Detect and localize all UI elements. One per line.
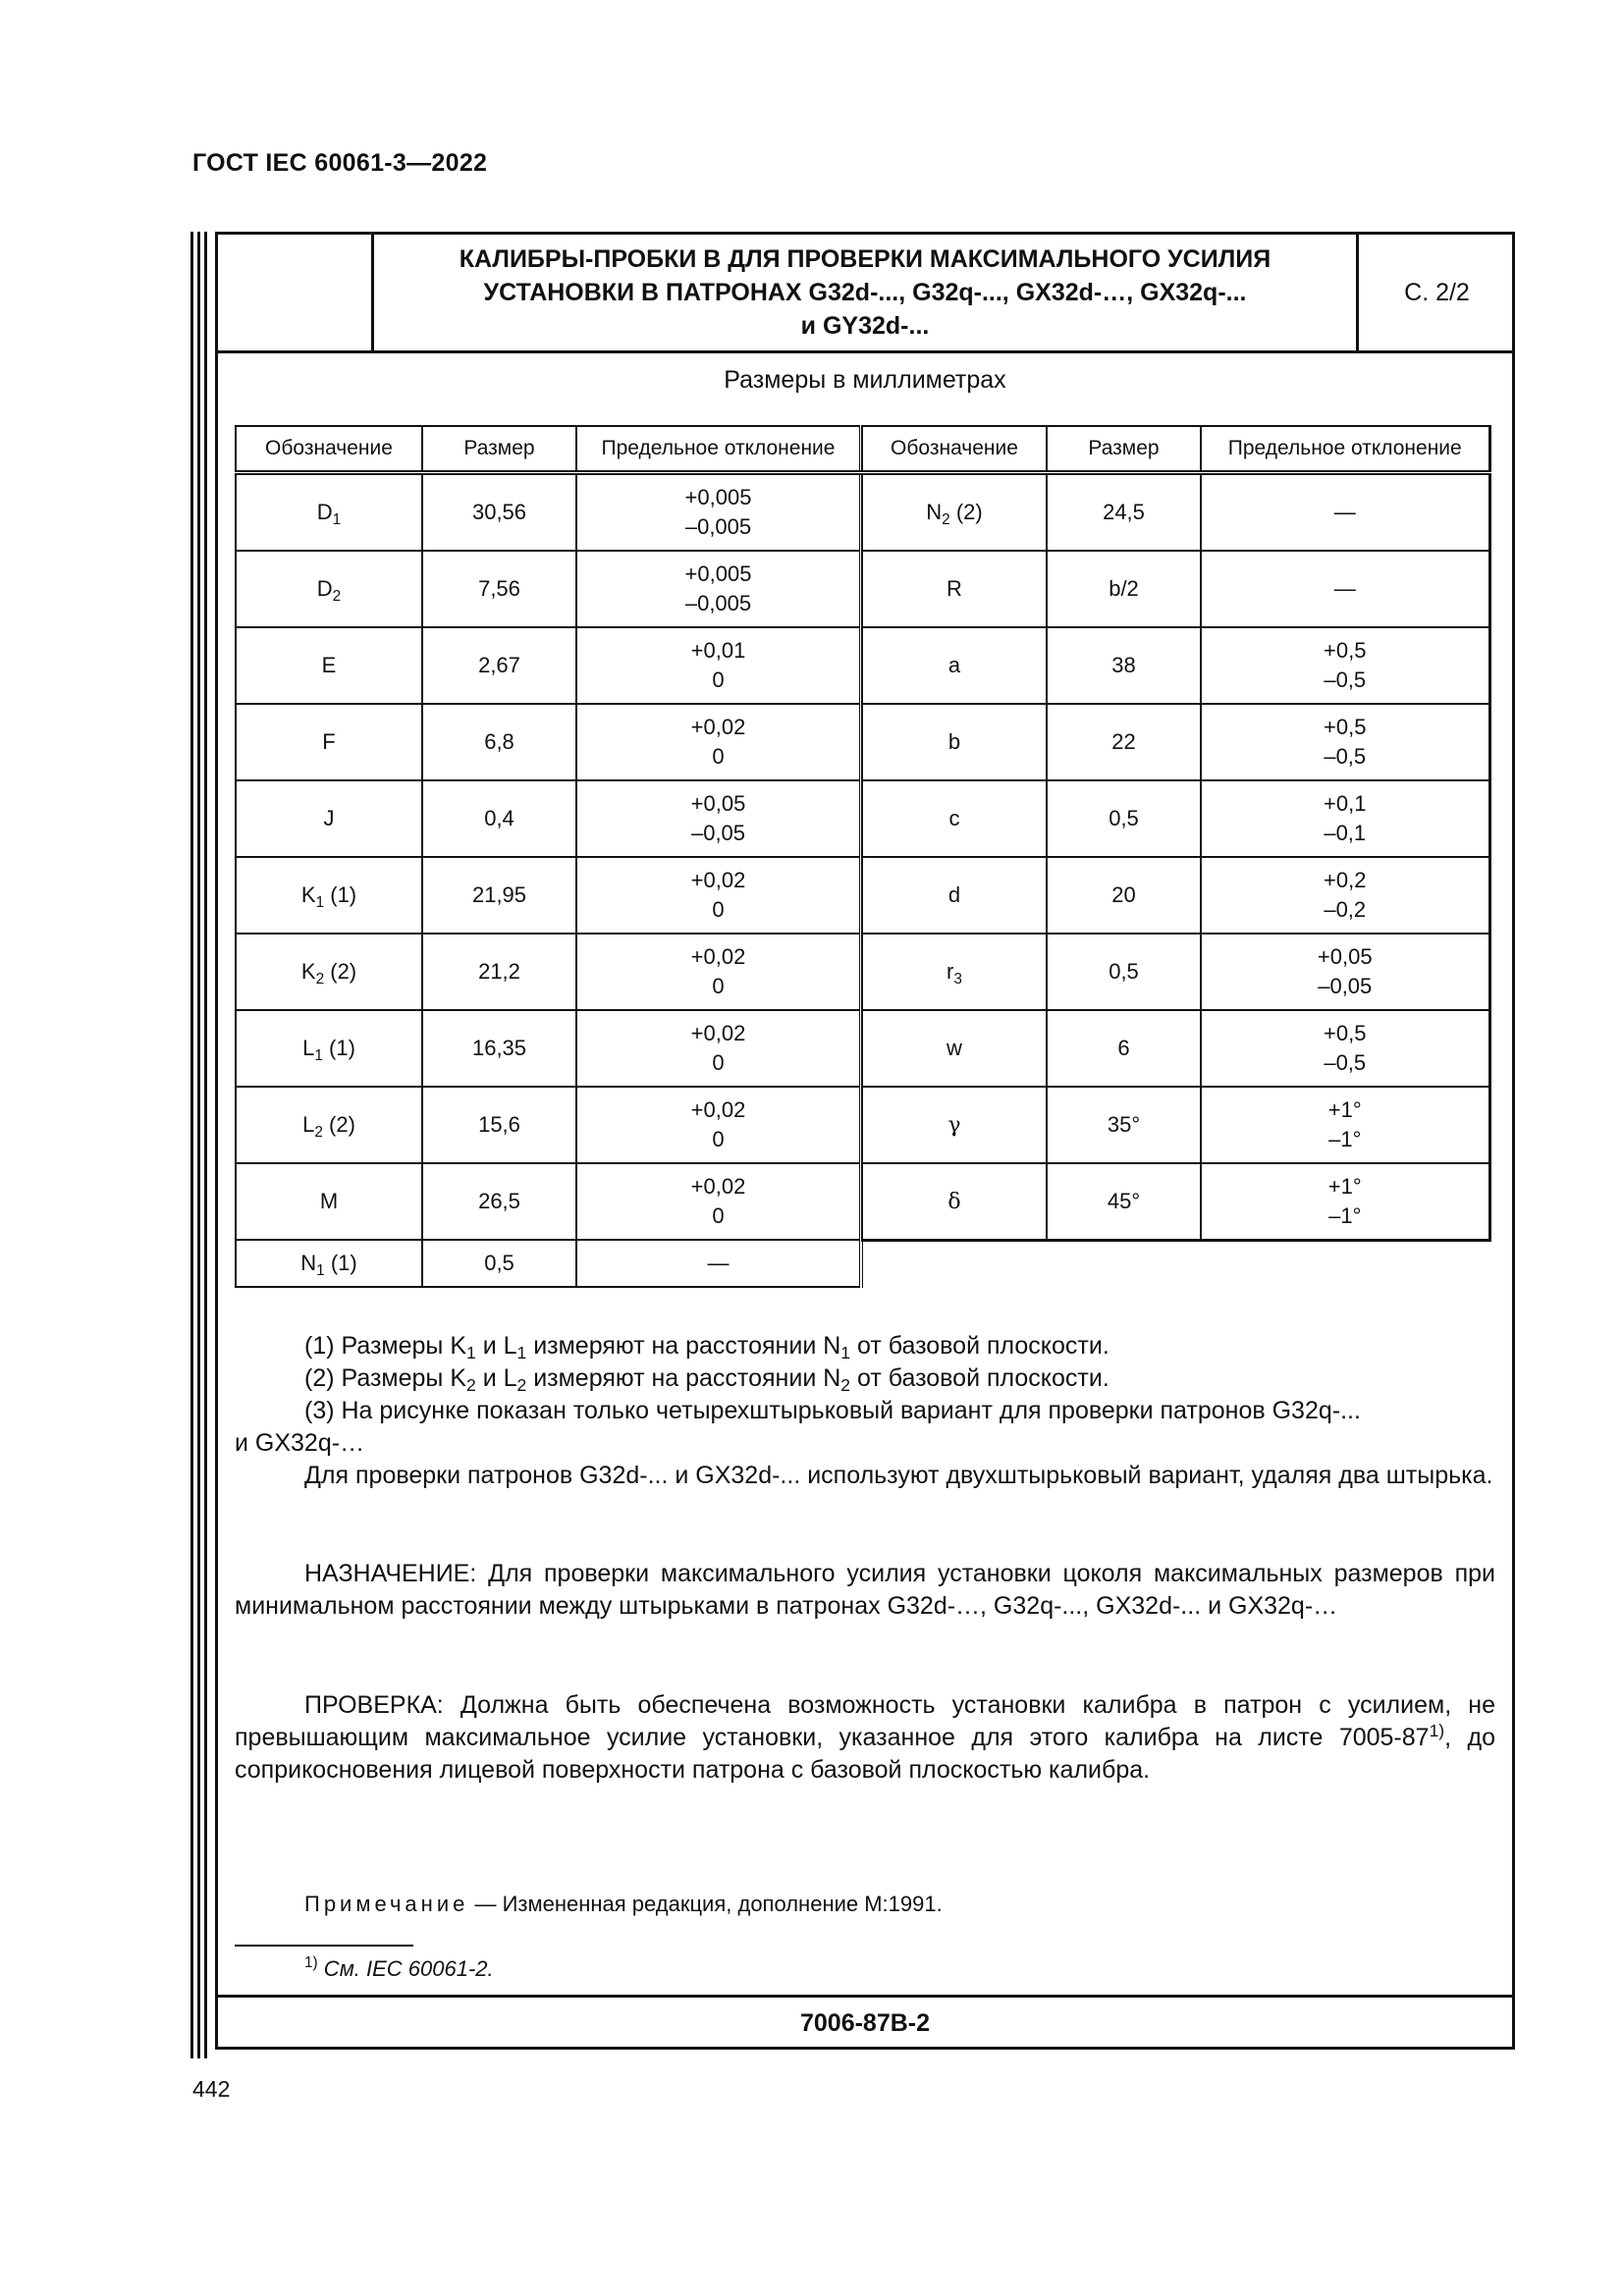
table-row	[236, 1087, 861, 1163]
size-cell: 6,8	[422, 704, 576, 780]
tolerance-cell: +1° –1°	[1201, 1163, 1489, 1241]
tolerance-cell: +0,02 0	[576, 857, 861, 934]
purpose-paragraph: НАЗНАЧЕНИЕ: Для проверки максимального усилия установки цоколя максимальных размеров при минимальном расстоянии между штырьками в патронах G32d-…, G32q-..., GX32d-... и GX32q-…	[235, 1560, 1495, 1620]
table-row	[236, 1163, 861, 1240]
tolerance-cell: +0,05 –0,05	[576, 780, 861, 857]
page-number: 442	[192, 2076, 231, 2102]
tolerance-cell: +0,5 –0,5	[1201, 627, 1489, 704]
table-row	[236, 857, 861, 934]
column-header-size: Размер	[1047, 426, 1201, 473]
tolerance-cell: —	[1201, 551, 1489, 627]
tolerance-cell: +0,01 0	[576, 627, 861, 704]
column-header-size: Размер	[422, 426, 576, 473]
tolerance-cell: +1° –1°	[1201, 1087, 1489, 1163]
sheet-title	[374, 235, 1356, 350]
tolerance-cell: +0,02 0	[576, 934, 861, 1010]
size-cell: 2,67	[422, 627, 576, 704]
size-cell: 22	[1047, 704, 1201, 780]
designation-cell: E	[236, 627, 422, 704]
note-1: (1) Размеры $K_1$ и $L_1$ измеряют на расстоянии $N_1$ от базовой плоскости.	[304, 1332, 1109, 1362]
sheet-title-line: УСТАНОВКИ В ПАТРОНАХ G32d-..., G32q-..., GX32d-…, GX32q-...	[483, 279, 1247, 306]
footnote-rule	[235, 1945, 413, 1947]
tolerance-cell: +0,05 –0,05	[1201, 934, 1489, 1010]
designation-cell: $r_3$	[862, 934, 1047, 1010]
document-code: ГОСТ IEC 60061-3—2022	[192, 149, 488, 177]
designation-cell: γ	[862, 1087, 1047, 1163]
sheet-number: 7006-87В-2	[218, 1995, 1512, 2050]
tolerance-cell: +0,02 0	[576, 1010, 861, 1087]
check-paragraph: ПРОВЕРКА: Должна быть обеспечена возможность установки калибра в патрон с усилием, не превышающим максимальное усилие установки, указанное для этого калибра на листе 7005-87$^{1)}$, до соприкосновения лицевой поверхности патрона с базовой плоскостью калибра.	[235, 1691, 1495, 1784]
header-blank-cell	[218, 235, 374, 350]
designation-cell: $D_2$	[236, 551, 422, 627]
remark-label: Примечание	[304, 1892, 469, 1916]
size-cell: 38	[1047, 627, 1201, 704]
column-header-tolerance: Предельное отклонение	[1201, 426, 1489, 473]
sheet-title-line: и GY32d-...	[800, 312, 930, 340]
size-cell: 16,35	[422, 1010, 576, 1087]
designation-cell: c	[862, 780, 1047, 857]
designation-cell: a	[862, 627, 1047, 704]
size-cell: 45°	[1047, 1163, 1201, 1241]
size-cell: 0,4	[422, 780, 576, 857]
designation-cell: δ	[862, 1163, 1047, 1241]
table-row	[236, 473, 861, 552]
binding-line	[197, 232, 200, 2058]
size-cell: 20	[1047, 857, 1201, 934]
table-row	[236, 627, 861, 704]
designation-cell: $N_2$ (2)	[862, 473, 1047, 552]
designation-cell: M	[236, 1163, 422, 1240]
designation-cell: w	[862, 1010, 1047, 1087]
table-row	[862, 934, 1489, 1010]
sheet-header	[218, 235, 1512, 353]
dimensions-table-left	[235, 425, 863, 1288]
tolerance-cell: +0,5 –0,5	[1201, 1010, 1489, 1087]
binding-line	[204, 232, 207, 2058]
table-row	[862, 1087, 1489, 1163]
note-3: (3) На рисунке показан только четырехштырьковый вариант для проверки патронов G32q-...	[304, 1397, 1361, 1424]
table-notes	[235, 1330, 1495, 1492]
size-cell: 30,56	[422, 473, 576, 552]
tolerance-cell: +0,1 –0,1	[1201, 780, 1489, 857]
designation-cell: J	[236, 780, 422, 857]
designation-cell: $L_2$ (2)	[236, 1087, 422, 1163]
table-row	[236, 704, 861, 780]
column-header-designation: Обозначение	[862, 426, 1047, 473]
table-row	[862, 780, 1489, 857]
tolerance-cell: +0,02 0	[576, 1087, 861, 1163]
size-cell: 15,6	[422, 1087, 576, 1163]
designation-cell: d	[862, 857, 1047, 934]
remark-text: — Измененная редакция, дополнение М:1991.	[468, 1892, 943, 1916]
note-3-paragraph: Для проверки патронов G32d-... и GX32d-... используют двухштырьковый вариант, удаляя два штырька.	[304, 1462, 1493, 1489]
table-row	[236, 551, 861, 627]
table-row	[862, 551, 1489, 627]
units-caption: Размеры в миллиметрах	[724, 366, 1006, 394]
sheet-frame	[215, 232, 1515, 2050]
sheet-page-label: С. 2/2	[1356, 235, 1515, 350]
size-cell: 35°	[1047, 1087, 1201, 1163]
tolerance-cell: +0,02 0	[576, 1163, 861, 1240]
size-cell: 0,5	[1047, 780, 1201, 857]
designation-cell: $N_1$ (1)	[236, 1240, 422, 1287]
table-row	[862, 857, 1489, 934]
size-cell: 7,56	[422, 551, 576, 627]
tolerance-cell: +0,005 –0,005	[576, 551, 861, 627]
table-row	[236, 934, 861, 1010]
note-3-continuation: и GX32q-…	[235, 1429, 365, 1457]
designation-cell: $K_1$ (1)	[236, 857, 422, 934]
table-row	[862, 473, 1489, 552]
size-cell: b/2	[1047, 551, 1201, 627]
tolerance-cell: +0,02 0	[576, 704, 861, 780]
table-row	[236, 1240, 861, 1287]
size-cell: 21,2	[422, 934, 576, 1010]
column-header-tolerance: Предельное отклонение	[576, 426, 861, 473]
column-header-designation: Обозначение	[236, 426, 422, 473]
table-row	[236, 780, 861, 857]
size-cell: 24,5	[1047, 473, 1201, 552]
dimensions-table-right	[861, 425, 1491, 1242]
table-row	[862, 704, 1489, 780]
table-row	[236, 1010, 861, 1087]
tolerance-cell: —	[1201, 473, 1489, 552]
tolerance-cell: +0,5 –0,5	[1201, 704, 1489, 780]
remark	[304, 1892, 943, 1917]
size-cell: 0,5	[422, 1240, 576, 1287]
designation-cell: $D_1$	[236, 473, 422, 552]
designation-cell: b	[862, 704, 1047, 780]
designation-cell: R	[862, 551, 1047, 627]
binding-line	[190, 232, 193, 2058]
size-cell: 0,5	[1047, 934, 1201, 1010]
size-cell: 6	[1047, 1010, 1201, 1087]
designation-cell: $L_1$ (1)	[236, 1010, 422, 1087]
size-cell: 26,5	[422, 1163, 576, 1240]
tolerance-cell: —	[576, 1240, 861, 1287]
sheet-title-line: КАЛИБРЫ-ПРОБКИ В ДЛЯ ПРОВЕРКИ МАКСИМАЛЬНОГО УСИЛИЯ	[459, 245, 1271, 273]
designation-cell: $K_2$ (2)	[236, 934, 422, 1010]
note-2: (2) Размеры $K_2$ и $L_2$ измеряют на расстоянии $N_2$ от базовой плоскости.	[304, 1364, 1109, 1395]
footnote: $^{1)}$ См. IEC 60061-2.	[304, 1954, 494, 1981]
size-cell: 21,95	[422, 857, 576, 934]
table-row	[862, 1163, 1489, 1241]
tolerance-cell: +0,2 –0,2	[1201, 857, 1489, 934]
table-row	[862, 1010, 1489, 1087]
tolerance-cell: +0,005 –0,005	[576, 473, 861, 552]
designation-cell: F	[236, 704, 422, 780]
table-row	[862, 627, 1489, 704]
